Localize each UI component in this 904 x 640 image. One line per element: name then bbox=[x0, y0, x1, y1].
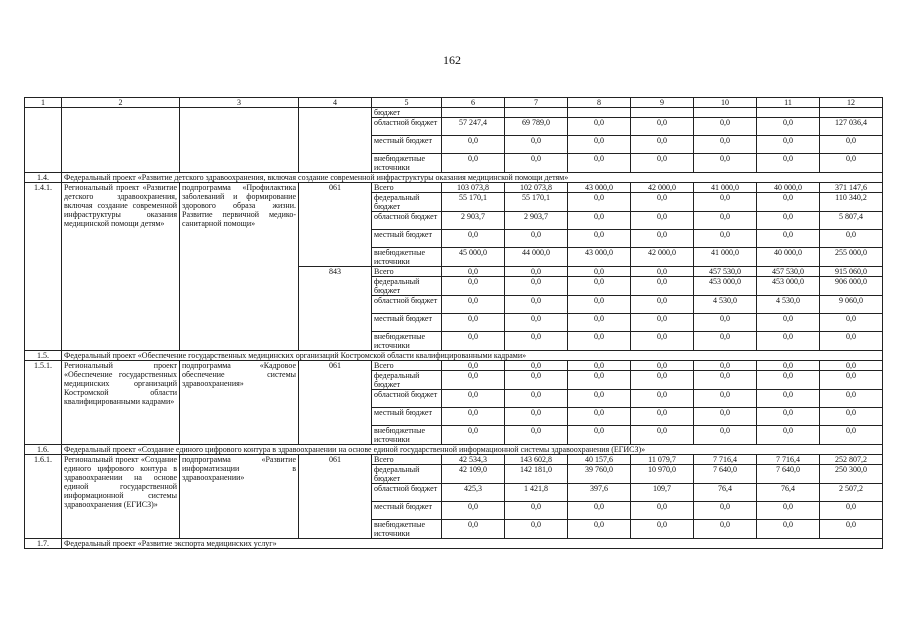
header-cell: 2 bbox=[62, 98, 180, 108]
value-cell: 0,0 bbox=[505, 502, 568, 520]
value-cell: 102 073,8 bbox=[505, 183, 568, 193]
funding-source-cell: местный бюджет bbox=[372, 502, 442, 520]
value-cell: 0,0 bbox=[568, 212, 631, 230]
table-row bbox=[25, 108, 883, 118]
value-cell: 55 170,1 bbox=[505, 193, 568, 212]
value-cell: 0,0 bbox=[505, 277, 568, 296]
value-cell: 0,0 bbox=[757, 193, 820, 212]
value-cell: 0,0 bbox=[442, 390, 505, 408]
item-number-cell: 1.5.1. bbox=[25, 361, 62, 445]
value-cell: 0,0 bbox=[631, 371, 694, 390]
value-cell: 0,0 bbox=[631, 296, 694, 314]
value-cell: 0,0 bbox=[631, 332, 694, 351]
value-cell: 0,0 bbox=[694, 314, 757, 332]
value-cell: 0,0 bbox=[568, 426, 631, 445]
value-cell bbox=[757, 108, 820, 118]
value-cell: 42 109,0 bbox=[442, 465, 505, 484]
value-cell: 0,0 bbox=[694, 371, 757, 390]
value-cell: 109,7 bbox=[631, 484, 694, 502]
program-cell bbox=[180, 108, 299, 173]
value-cell: 0,0 bbox=[631, 390, 694, 408]
funding-source-cell: федеральный бюджет bbox=[372, 465, 442, 484]
value-cell: 0,0 bbox=[631, 267, 694, 277]
funding-source-cell: внебюджетные источники bbox=[372, 248, 442, 267]
value-cell: 4 530,0 bbox=[694, 296, 757, 314]
program-cell: подпрограмма «Кадровое обеспечение системы здравоохранения» bbox=[180, 361, 299, 445]
value-cell: 39 760,0 bbox=[568, 465, 631, 484]
program-cell: подпрограмма «Профилактика заболеваний и формирование здорового образа жизни. Развитие первичной медико-санитарной помощи» bbox=[180, 183, 299, 351]
value-cell: 0,0 bbox=[442, 332, 505, 351]
value-cell: 0,0 bbox=[757, 361, 820, 371]
value-cell: 0,0 bbox=[568, 154, 631, 173]
value-cell: 0,0 bbox=[631, 520, 694, 539]
section-header-row bbox=[25, 445, 883, 455]
value-cell bbox=[442, 108, 505, 118]
table-row bbox=[25, 183, 883, 193]
value-cell: 0,0 bbox=[442, 361, 505, 371]
header-cell: 1 bbox=[25, 98, 62, 108]
value-cell: 7 716,4 bbox=[694, 455, 757, 465]
value-cell: 40 000,0 bbox=[757, 183, 820, 193]
value-cell: 0,0 bbox=[820, 332, 883, 351]
section-number-cell: 1.5. bbox=[25, 351, 62, 361]
value-cell: 0,0 bbox=[757, 212, 820, 230]
value-cell: 915 060,0 bbox=[820, 267, 883, 277]
value-cell: 0,0 bbox=[442, 520, 505, 539]
value-cell: 69 789,0 bbox=[505, 118, 568, 136]
header-cell: 3 bbox=[180, 98, 299, 108]
code-cell bbox=[299, 108, 372, 173]
value-cell: 2 903,7 bbox=[505, 212, 568, 230]
value-cell: 42 534,3 bbox=[442, 455, 505, 465]
row-number-cell bbox=[25, 108, 62, 173]
value-cell: 0,0 bbox=[820, 371, 883, 390]
value-cell: 0,0 bbox=[442, 371, 505, 390]
header-cell: 8 bbox=[568, 98, 631, 108]
funding-source-cell: областной бюджет bbox=[372, 212, 442, 230]
value-cell: 0,0 bbox=[757, 332, 820, 351]
value-cell: 371 147,6 bbox=[820, 183, 883, 193]
value-cell: 0,0 bbox=[442, 296, 505, 314]
value-cell: 0,0 bbox=[694, 230, 757, 248]
value-cell: 0,0 bbox=[694, 136, 757, 154]
value-cell: 0,0 bbox=[568, 118, 631, 136]
value-cell: 0,0 bbox=[442, 267, 505, 277]
value-cell: 0,0 bbox=[757, 426, 820, 445]
value-cell: 0,0 bbox=[694, 502, 757, 520]
value-cell: 0,0 bbox=[820, 390, 883, 408]
value-cell: 0,0 bbox=[568, 502, 631, 520]
funding-source-cell: внебюджетные источники bbox=[372, 520, 442, 539]
section-title-cell: Федеральный проект «Развитие экспорта медицинских услуг» bbox=[62, 539, 883, 549]
item-number-cell: 1.4.1. bbox=[25, 183, 62, 351]
header-cell: 11 bbox=[757, 98, 820, 108]
value-cell: 0,0 bbox=[568, 332, 631, 351]
funding-source-cell: федеральный бюджет bbox=[372, 277, 442, 296]
section-title-cell: Федеральный проект «Создание единого цифрового контура в здравоохранении на основе единой государственной информационной системы здравоохранения (ЕГИСЗ)» bbox=[62, 445, 883, 455]
value-cell: 0,0 bbox=[820, 426, 883, 445]
value-cell: 0,0 bbox=[505, 371, 568, 390]
table-row bbox=[25, 455, 883, 465]
value-cell: 0,0 bbox=[442, 277, 505, 296]
budget-table bbox=[24, 97, 883, 549]
value-cell: 0,0 bbox=[820, 520, 883, 539]
value-cell: 0,0 bbox=[757, 520, 820, 539]
value-cell: 0,0 bbox=[442, 314, 505, 332]
table-body bbox=[25, 98, 883, 549]
funding-source-cell: Всего bbox=[372, 361, 442, 371]
project-name-cell: Региональный проект «Развитие детского здравоохранения, включая создание современной инфраструктуры оказания медицинской помощи детям» bbox=[62, 183, 180, 351]
value-cell bbox=[505, 108, 568, 118]
value-cell: 0,0 bbox=[568, 230, 631, 248]
item-number-cell: 1.6.1. bbox=[25, 455, 62, 539]
value-cell: 43 000,0 bbox=[568, 183, 631, 193]
value-cell: 0,0 bbox=[694, 118, 757, 136]
value-cell: 0,0 bbox=[694, 426, 757, 445]
value-cell: 57 247,4 bbox=[442, 118, 505, 136]
value-cell: 0,0 bbox=[568, 520, 631, 539]
value-cell: 4 530,0 bbox=[757, 296, 820, 314]
value-cell: 5 807,4 bbox=[820, 212, 883, 230]
value-cell: 397,6 bbox=[568, 484, 631, 502]
project-name-cell: Региональный проект «Обеспечение государственных медицинских организаций Костромской области квалифицированными кадрами» bbox=[62, 361, 180, 445]
value-cell: 76,4 bbox=[757, 484, 820, 502]
code-cell: 061 bbox=[299, 183, 372, 267]
value-cell: 7 640,0 bbox=[757, 465, 820, 484]
funding-source-cell: Всего bbox=[372, 267, 442, 277]
value-cell: 457 530,0 bbox=[757, 267, 820, 277]
funding-source-cell: областной бюджет bbox=[372, 390, 442, 408]
value-cell: 76,4 bbox=[694, 484, 757, 502]
value-cell: 11 079,7 bbox=[631, 455, 694, 465]
value-cell: 0,0 bbox=[694, 154, 757, 173]
value-cell: 0,0 bbox=[505, 296, 568, 314]
value-cell: 45 000,0 bbox=[442, 248, 505, 267]
value-cell bbox=[820, 108, 883, 118]
value-cell: 0,0 bbox=[568, 267, 631, 277]
value-cell: 0,0 bbox=[694, 520, 757, 539]
value-cell: 0,0 bbox=[631, 230, 694, 248]
value-cell: 44 000,0 bbox=[505, 248, 568, 267]
funding-source-cell: областной бюджет bbox=[372, 118, 442, 136]
value-cell: 0,0 bbox=[505, 361, 568, 371]
value-cell: 0,0 bbox=[757, 371, 820, 390]
value-cell: 0,0 bbox=[694, 193, 757, 212]
section-number-cell: 1.6. bbox=[25, 445, 62, 455]
program-cell: подпрограмма «Развитие информатизации в здравоохранении» bbox=[180, 455, 299, 539]
value-cell: 0,0 bbox=[631, 193, 694, 212]
funding-source-cell: Всего bbox=[372, 183, 442, 193]
section-number-cell: 1.4. bbox=[25, 173, 62, 183]
section-header-row bbox=[25, 173, 883, 183]
header-row bbox=[25, 98, 883, 108]
value-cell bbox=[694, 108, 757, 118]
section-header-row bbox=[25, 351, 883, 361]
value-cell: 0,0 bbox=[757, 502, 820, 520]
funding-source-cell: Всего bbox=[372, 455, 442, 465]
value-cell: 2 903,7 bbox=[442, 212, 505, 230]
value-cell: 0,0 bbox=[568, 277, 631, 296]
value-cell: 0,0 bbox=[631, 118, 694, 136]
header-cell: 6 bbox=[442, 98, 505, 108]
value-cell: 40 157,6 bbox=[568, 455, 631, 465]
value-cell: 0,0 bbox=[757, 118, 820, 136]
funding-source-cell: местный бюджет bbox=[372, 136, 442, 154]
value-cell: 110 340,2 bbox=[820, 193, 883, 212]
value-cell: 0,0 bbox=[505, 390, 568, 408]
section-title-cell: Федеральный проект «Обеспечение государственных медицинских организаций Костромской области квалифицированными кадрами» bbox=[62, 351, 883, 361]
header-cell: 4 bbox=[299, 98, 372, 108]
value-cell: 0,0 bbox=[568, 296, 631, 314]
value-cell: 0,0 bbox=[505, 408, 568, 426]
header-cell: 12 bbox=[820, 98, 883, 108]
value-cell: 42 000,0 bbox=[631, 183, 694, 193]
value-cell: 0,0 bbox=[568, 371, 631, 390]
value-cell: 0,0 bbox=[820, 408, 883, 426]
value-cell: 43 000,0 bbox=[568, 248, 631, 267]
value-cell: 0,0 bbox=[568, 408, 631, 426]
funding-source-cell: местный бюджет bbox=[372, 230, 442, 248]
value-cell: 0,0 bbox=[694, 212, 757, 230]
value-cell: 250 300,0 bbox=[820, 465, 883, 484]
value-cell: 0,0 bbox=[568, 136, 631, 154]
value-cell: 0,0 bbox=[505, 520, 568, 539]
value-cell: 425,3 bbox=[442, 484, 505, 502]
value-cell: 0,0 bbox=[568, 314, 631, 332]
value-cell: 0,0 bbox=[631, 212, 694, 230]
value-cell: 0,0 bbox=[820, 314, 883, 332]
value-cell: 0,0 bbox=[694, 332, 757, 351]
value-cell: 0,0 bbox=[505, 154, 568, 173]
value-cell: 10 970,0 bbox=[631, 465, 694, 484]
value-cell: 0,0 bbox=[757, 408, 820, 426]
value-cell: 0,0 bbox=[505, 267, 568, 277]
value-cell: 2 507,2 bbox=[820, 484, 883, 502]
value-cell bbox=[568, 108, 631, 118]
value-cell: 0,0 bbox=[757, 136, 820, 154]
value-cell: 453 000,0 bbox=[757, 277, 820, 296]
value-cell: 7 716,4 bbox=[757, 455, 820, 465]
funding-source-cell: бюджет bbox=[372, 108, 442, 118]
value-cell: 0,0 bbox=[820, 136, 883, 154]
value-cell: 0,0 bbox=[631, 154, 694, 173]
value-cell: 0,0 bbox=[757, 154, 820, 173]
value-cell: 1 421,8 bbox=[505, 484, 568, 502]
funding-source-cell: федеральный бюджет bbox=[372, 193, 442, 212]
funding-source-cell: областной бюджет bbox=[372, 484, 442, 502]
value-cell: 41 000,0 bbox=[694, 183, 757, 193]
value-cell: 0,0 bbox=[694, 390, 757, 408]
code-cell: 061 bbox=[299, 361, 372, 445]
value-cell: 0,0 bbox=[631, 277, 694, 296]
value-cell: 0,0 bbox=[694, 361, 757, 371]
value-cell: 0,0 bbox=[505, 230, 568, 248]
value-cell: 0,0 bbox=[505, 136, 568, 154]
value-cell: 0,0 bbox=[820, 361, 883, 371]
value-cell: 127 036,4 bbox=[820, 118, 883, 136]
value-cell: 0,0 bbox=[568, 193, 631, 212]
funding-source-cell: внебюджетные источники bbox=[372, 154, 442, 173]
section-number-cell: 1.7. bbox=[25, 539, 62, 549]
value-cell: 0,0 bbox=[631, 502, 694, 520]
value-cell: 0,0 bbox=[631, 314, 694, 332]
value-cell: 41 000,0 bbox=[694, 248, 757, 267]
value-cell: 0,0 bbox=[568, 361, 631, 371]
value-cell: 40 000,0 bbox=[757, 248, 820, 267]
value-cell: 252 807,2 bbox=[820, 455, 883, 465]
section-header-row bbox=[25, 539, 883, 549]
value-cell: 0,0 bbox=[820, 230, 883, 248]
value-cell: 7 640,0 bbox=[694, 465, 757, 484]
value-cell: 0,0 bbox=[694, 408, 757, 426]
value-cell: 0,0 bbox=[820, 154, 883, 173]
value-cell: 0,0 bbox=[505, 314, 568, 332]
header-cell: 7 bbox=[505, 98, 568, 108]
value-cell: 0,0 bbox=[757, 390, 820, 408]
project-name-cell: Региональный проект «Создание единого цифрового контура в здравоохранении на основе единой государственной информационной системы здравоохранения (ЕГИСЗ)» bbox=[62, 455, 180, 539]
value-cell bbox=[631, 108, 694, 118]
value-cell: 0,0 bbox=[631, 426, 694, 445]
value-cell: 0,0 bbox=[442, 426, 505, 445]
value-cell: 453 000,0 bbox=[694, 277, 757, 296]
funding-source-cell: местный бюджет bbox=[372, 314, 442, 332]
page-number: 162 bbox=[443, 53, 461, 67]
value-cell: 906 000,0 bbox=[820, 277, 883, 296]
funding-source-cell: внебюджетные источники bbox=[372, 426, 442, 445]
value-cell: 0,0 bbox=[505, 332, 568, 351]
value-cell: 103 073,8 bbox=[442, 183, 505, 193]
funding-source-cell: внебюджетные источники bbox=[372, 332, 442, 351]
value-cell: 9 060,0 bbox=[820, 296, 883, 314]
value-cell: 0,0 bbox=[505, 426, 568, 445]
header-cell: 10 bbox=[694, 98, 757, 108]
header-cell: 5 bbox=[372, 98, 442, 108]
value-cell: 0,0 bbox=[442, 230, 505, 248]
section-title-cell: Федеральный проект «Развитие детского здравоохранения, включая создание современной инфраструктуры оказания медицинской помощи детям» bbox=[62, 173, 883, 183]
value-cell: 42 000,0 bbox=[631, 248, 694, 267]
value-cell: 142 181,0 bbox=[505, 465, 568, 484]
funding-source-cell: областной бюджет bbox=[372, 296, 442, 314]
value-cell: 0,0 bbox=[631, 408, 694, 426]
value-cell: 0,0 bbox=[442, 136, 505, 154]
project-name-cell bbox=[62, 108, 180, 173]
value-cell: 0,0 bbox=[820, 502, 883, 520]
value-cell: 0,0 bbox=[631, 136, 694, 154]
value-cell: 0,0 bbox=[568, 390, 631, 408]
value-cell: 0,0 bbox=[631, 361, 694, 371]
value-cell: 0,0 bbox=[757, 314, 820, 332]
code-cell: 061 bbox=[299, 455, 372, 539]
value-cell: 255 000,0 bbox=[820, 248, 883, 267]
value-cell: 143 602,8 bbox=[505, 455, 568, 465]
value-cell: 0,0 bbox=[442, 502, 505, 520]
value-cell: 0,0 bbox=[757, 230, 820, 248]
code-cell: 843 bbox=[299, 267, 372, 351]
value-cell: 0,0 bbox=[442, 408, 505, 426]
value-cell: 457 530,0 bbox=[694, 267, 757, 277]
value-cell: 55 170,1 bbox=[442, 193, 505, 212]
table-row bbox=[25, 361, 883, 371]
funding-source-cell: федеральный бюджет bbox=[372, 371, 442, 390]
funding-source-cell: местный бюджет bbox=[372, 408, 442, 426]
header-cell: 9 bbox=[631, 98, 694, 108]
value-cell: 0,0 bbox=[442, 154, 505, 173]
